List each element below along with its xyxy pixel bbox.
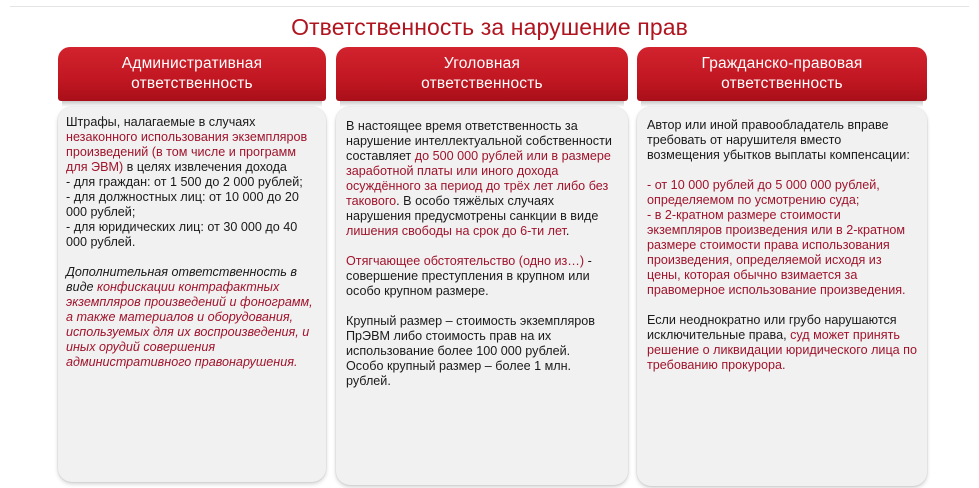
paragraph — [346, 119, 618, 239]
text-run: . — [565, 224, 570, 238]
paragraph — [346, 314, 618, 389]
text-run: - совершение преступления в крупном или особо крупном размере. — [346, 254, 592, 298]
text-run: незаконного использования экземпляров произведений (в том числе и программ для ЭВМ) — [66, 130, 308, 174]
text-run: Отягчающее обстоятельство (одно из…) — [346, 254, 585, 268]
top-divider — [10, 6, 969, 7]
text-run: Штрафы, налагаемые в случаях — [66, 115, 256, 129]
column-header-text: Гражданско-правовая ответственность — [701, 55, 863, 92]
column-body — [637, 107, 927, 486]
page-title: Ответственность за нарушение прав — [291, 14, 688, 40]
text-run: - для юридических лиц: от 30 000 до 40 000 рублей. — [66, 220, 298, 249]
text-run: до 500 000 рублей или в размере заработной платы или иного дохода осуждённого за период до трёх лет либо без такового — [346, 149, 611, 208]
column-body — [336, 107, 628, 485]
paragraph-gap — [346, 299, 618, 314]
column-header — [58, 47, 326, 101]
text-run: Автор или иной правообладатель вправе требовать от нарушителя вместо возмещения убытков выплаты компенсации: — [647, 118, 910, 162]
paragraph — [647, 178, 917, 298]
paragraph — [647, 118, 917, 163]
text-run: конфискации контрафактных экземпляров произведений и фонограмм, а также материалов и оборудования, используемых для их воспроизведения, и иных орудий совершения административного правонарушения. — [66, 280, 313, 369]
column-header — [637, 47, 927, 101]
text-run: Если неоднократно или грубо нарушаются исключительные права, — [647, 313, 897, 342]
text-run: - для граждан: от 1 500 до 2 000 рублей; — [66, 175, 303, 189]
text-run: - от 10 000 рублей до 5 000 000 рублей, определяемом по усмотрению суда; — [647, 178, 880, 207]
text-run: В настоящее время ответственность за нарушение интеллектуальной собственности составляет — [346, 119, 612, 163]
text-run: . В особо тяжёлых случаях нарушения предусмотрены санкции в виде — [346, 194, 599, 223]
text-run: - в 2-кратном размере стоимости экземпляров произведения или в 2-кратном размере стоимости права использования произведения, определяемой исходя из цены, которая обычно взимается за правомерное использование произведения. — [647, 208, 906, 297]
paragraph-gap — [66, 250, 318, 265]
column-administrative — [58, 47, 326, 482]
paragraph-gap — [647, 163, 917, 178]
column-header-text: Административная ответственность — [121, 55, 263, 92]
text-run: Крупный размер – стоимость экземпляров ПрЭВМ либо стоимость прав на их использование более 100 000 рублей. — [346, 314, 595, 358]
text-run: Особо крупный размер – более 1 млн. рублей. — [346, 359, 572, 388]
text-run: суд может принять решение о ликвидации юридического лица по требованию прокурора. — [647, 328, 917, 372]
paragraph — [66, 265, 318, 370]
column-header-text: Уголовная ответственность — [421, 55, 543, 92]
column-body — [58, 107, 326, 482]
column-criminal — [336, 47, 628, 485]
paragraph-gap — [346, 239, 618, 254]
column-civil — [637, 47, 927, 486]
paragraph — [647, 313, 917, 373]
paragraph — [66, 115, 318, 250]
paragraph-gap — [647, 298, 917, 313]
text-run: - для должностных лиц: от 10 000 до 20 000 рублей; — [66, 190, 299, 219]
text-run: в целях извлечения дохода — [123, 160, 287, 174]
text-run: лишения свободы на срок до 6-ти лет — [346, 224, 566, 238]
text-run: Дополнительная ответственность в виде — [66, 265, 297, 294]
paragraph — [346, 254, 618, 299]
column-header — [336, 47, 628, 101]
